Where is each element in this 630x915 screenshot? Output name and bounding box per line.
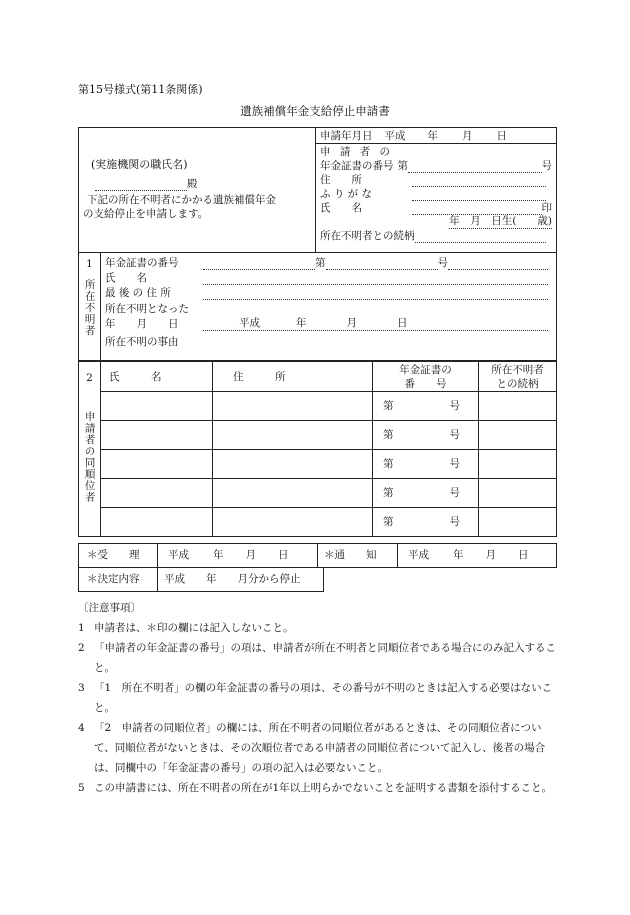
col-header-relation xyxy=(479,361,557,392)
row-dai: 第 xyxy=(383,400,394,413)
row-dai: 第 xyxy=(383,429,394,442)
s1-missing-since-label2: 年 月 日 xyxy=(105,317,179,330)
office-use-row1 xyxy=(78,543,557,568)
col-header-pension xyxy=(373,361,479,392)
received-date-cell[interactable] xyxy=(158,544,318,568)
list-item xyxy=(78,638,558,678)
honorific: 殿 xyxy=(187,177,198,190)
note-text: 「1 所在不明者」の欄の年金証書の番号の項は、その番号が不明のときは記入する必要はないこと。 xyxy=(94,682,553,714)
statement-line1: 下記の所在不明者にかかる遺族補償年金 xyxy=(87,194,276,207)
applicant-block xyxy=(78,127,557,253)
applicant-address-field[interactable] xyxy=(412,176,546,187)
row-address-cell[interactable] xyxy=(213,421,373,450)
address-label: 住 所 xyxy=(320,174,362,187)
list-item xyxy=(78,678,558,718)
received-day: 日 xyxy=(278,549,289,562)
addressee-field[interactable] xyxy=(95,180,187,191)
row-dai: 第 xyxy=(383,516,394,529)
notes xyxy=(78,598,558,798)
applicant-line1: 申 請 者 の xyxy=(320,146,394,159)
s1-month: 月 xyxy=(346,316,357,329)
s1-last-address-label: 最 後 の 住 所 xyxy=(105,286,171,299)
office-use-row2 xyxy=(78,567,324,592)
notice-date-cell[interactable] xyxy=(398,544,557,568)
date-era: 平成 xyxy=(384,130,406,142)
form-number: 第15号様式(第11条関係) xyxy=(78,83,203,96)
row-name-cell[interactable] xyxy=(101,479,213,508)
applicant-relation-field[interactable] xyxy=(415,232,547,243)
applicant-furigana-field[interactable] xyxy=(412,190,546,201)
s1-pension-tail xyxy=(448,259,548,270)
s1-dai: 第 xyxy=(315,256,326,269)
row-relation-cell[interactable] xyxy=(479,421,557,450)
row-pension-cell[interactable] xyxy=(373,450,479,479)
row-name-cell[interactable] xyxy=(101,421,213,450)
row-pension-cell[interactable] xyxy=(373,508,479,537)
s1-go: 号 xyxy=(437,256,448,269)
s1-missing-since-label1: 所在不明となった xyxy=(105,302,189,315)
row-pension-cell[interactable] xyxy=(373,421,479,450)
notes-heading: 〔注意事項〕 xyxy=(78,602,141,614)
applicant-cell xyxy=(316,144,557,253)
birth-text: 年 月 日生( 歳) xyxy=(449,214,552,229)
pension-go: 号 xyxy=(541,160,552,173)
row-go: 号 xyxy=(449,400,460,413)
notice-day: 日 xyxy=(518,549,529,562)
seal-mark: 印 xyxy=(541,202,552,215)
row-pension-cell[interactable] xyxy=(373,392,479,421)
row-address-cell[interactable] xyxy=(213,450,373,479)
statement-line2: の支給停止を申請します。 xyxy=(83,208,209,221)
decision-text[interactable]: 平成 年 月分から停止 xyxy=(158,568,324,592)
row-go: 号 xyxy=(449,487,460,500)
received-era: 平成 xyxy=(168,549,189,562)
row-relation-cell[interactable] xyxy=(479,508,557,537)
row-pension-cell[interactable] xyxy=(373,479,479,508)
row-dai: 第 xyxy=(383,487,394,500)
note-number: 3 xyxy=(78,682,85,694)
date-year: 年 xyxy=(427,130,438,142)
table-row xyxy=(79,450,557,479)
col-relation-label2: との続柄 xyxy=(496,378,539,391)
notice-year: 年 xyxy=(453,549,464,562)
notice-label: ＊通 知 xyxy=(318,544,398,568)
date-cell xyxy=(316,128,557,144)
s1-missing-date-field[interactable] xyxy=(203,316,548,331)
row-relation-cell[interactable] xyxy=(479,392,557,421)
note-number: 2 xyxy=(78,642,85,654)
same-rank-section xyxy=(78,360,557,537)
pension-label: 年金証書の番号 xyxy=(320,160,394,173)
s1-year: 年 xyxy=(296,316,307,329)
section2-label-cell xyxy=(79,361,101,537)
document-title: 遺族補償年金支給停止申請書 xyxy=(240,104,390,118)
note-text: 「申請者の年金証書の番号」の項は、申請者が所在不明者と同順位者である場合にのみ記入すること。 xyxy=(94,642,556,674)
col-relation-label1: 所在不明者 xyxy=(491,364,544,376)
note-text: 申請者は、＊印の欄には記入しないこと。 xyxy=(94,622,294,634)
row-go: 号 xyxy=(449,458,460,471)
s1-era: 平成 xyxy=(239,316,260,329)
s1-reason-label: 所在不明の事由 xyxy=(105,335,179,348)
list-item xyxy=(78,618,558,638)
table-row xyxy=(79,508,557,537)
row-address-cell[interactable] xyxy=(213,479,373,508)
col-pension-label2: 番 号 xyxy=(404,378,447,391)
section1-vertical-label: 所在不明者 xyxy=(83,279,96,337)
addressee-label: (実施機関の職氏名) xyxy=(91,158,188,171)
note-number: 4 xyxy=(78,722,85,734)
s1-pension-field-a[interactable] xyxy=(203,259,315,270)
name-label: 氏 名 xyxy=(320,202,362,215)
date-label: 申請年月日 xyxy=(320,130,373,142)
notice-month: 月 xyxy=(485,549,496,562)
pension-dai: 第 xyxy=(397,160,408,173)
col-name-label: 氏 名 xyxy=(109,371,162,383)
row-relation-cell[interactable] xyxy=(479,450,557,479)
col-header-address xyxy=(213,361,373,392)
s1-name-field[interactable] xyxy=(203,274,548,285)
furigana-label: ふ り が な xyxy=(320,188,373,201)
table-row xyxy=(79,392,557,421)
s1-day: 日 xyxy=(397,316,408,329)
note-number: 5 xyxy=(78,782,85,794)
date-day: 日 xyxy=(496,130,507,142)
date-month: 月 xyxy=(462,130,473,142)
note-number: 1 xyxy=(78,622,85,634)
col-address-label: 住 所 xyxy=(233,371,286,383)
section2-number: 2 xyxy=(86,372,93,384)
missing-person-section xyxy=(78,252,557,362)
relation-label: 所在不明者との続柄 xyxy=(320,230,415,243)
note-text: 「2 申請者の同順位者」の欄には、所在不明者の同順位者があるときは、その同順位者について、同順位者がないときは、その次順位者である申請者の同順位者について記入し、後者の場合は、同欄中の「年金証書の番号」の項の記入は必要ないこと。 xyxy=(94,722,546,774)
table-row xyxy=(79,479,557,508)
section1-content xyxy=(101,253,557,362)
row-address-cell[interactable] xyxy=(213,392,373,421)
list-item xyxy=(78,778,558,798)
table-row xyxy=(79,421,557,450)
list-item xyxy=(78,718,558,778)
notice-era: 平成 xyxy=(408,549,429,562)
decision-label: ＊決定内容 xyxy=(79,568,158,592)
section1-label-cell xyxy=(79,253,101,362)
col-header-name xyxy=(101,361,213,392)
s1-pension-field-b[interactable] xyxy=(326,259,438,270)
s1-pension-label: 年金証書の番号 xyxy=(105,256,179,269)
row-relation-cell[interactable] xyxy=(479,479,557,508)
s1-name-label: 氏 名 xyxy=(105,271,147,284)
received-year: 年 xyxy=(213,549,224,562)
row-go: 号 xyxy=(449,429,460,442)
section1-number: 1 xyxy=(86,258,93,270)
row-address-cell[interactable] xyxy=(213,508,373,537)
s1-last-address-field[interactable] xyxy=(203,289,548,300)
col-pension-label1: 年金証書の xyxy=(399,364,452,376)
received-month: 月 xyxy=(245,549,256,562)
addressee-cell xyxy=(79,128,316,253)
row-name-cell[interactable] xyxy=(101,508,213,537)
row-go: 号 xyxy=(449,516,460,529)
received-label: ＊受 理 xyxy=(79,544,158,568)
row-name-cell[interactable] xyxy=(101,450,213,479)
note-text: この申請書には、所在不明者の所在が1年以上明らかでないことを証明する書類を添付すること。 xyxy=(94,782,553,794)
applicant-pension-field[interactable] xyxy=(408,162,542,173)
section2-vertical-label: 申請者の同順位者 xyxy=(83,411,96,504)
row-name-cell[interactable] xyxy=(101,392,213,421)
row-dai: 第 xyxy=(383,458,394,471)
